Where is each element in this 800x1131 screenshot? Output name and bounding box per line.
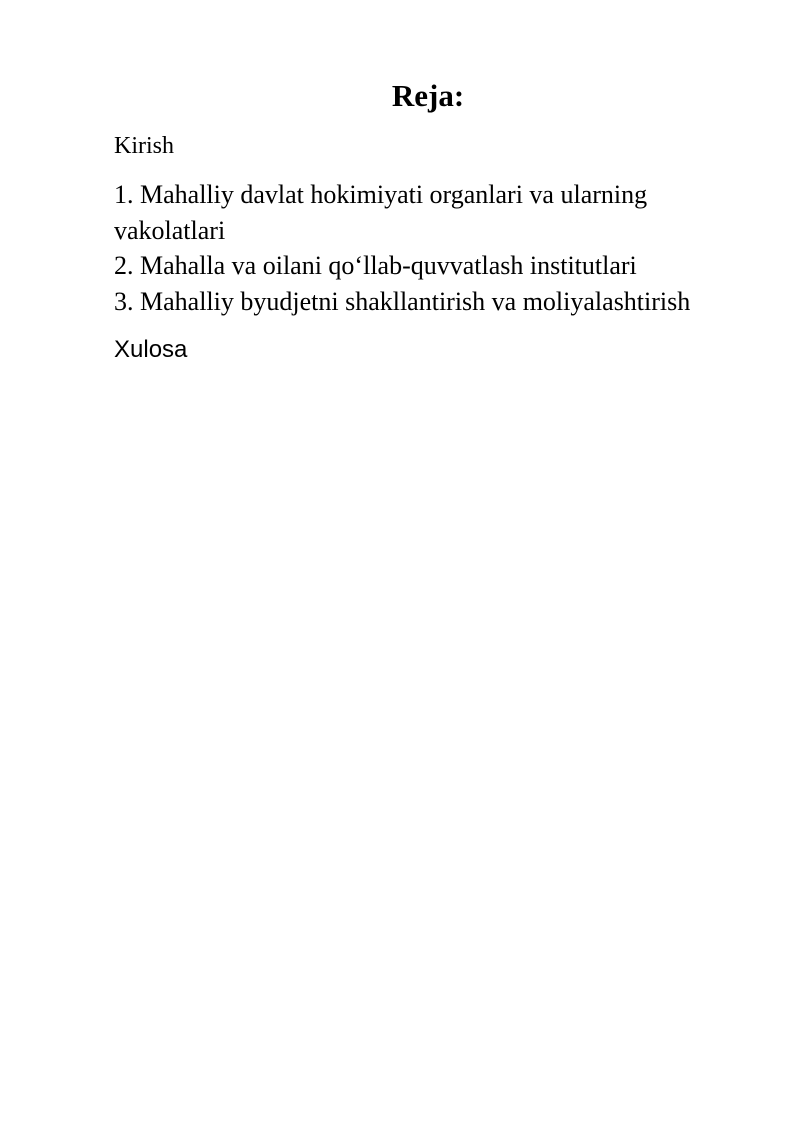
- page-title: Reja:: [391, 78, 465, 113]
- intro-heading: Kirish: [114, 133, 174, 159]
- plan-item-2: 2. Mahalla va oilani qo‘llab-quvvatlash institutlari: [114, 251, 637, 280]
- plan-list: [114, 177, 754, 319]
- plan-item-3: 3. Mahalliy byudjetni shakllantirish va moliyalashtirish: [114, 286, 691, 316]
- plan-item-1: 1. Mahalliy davlat hokimiyati organlari va ularning vakolatlari: [114, 180, 648, 245]
- conclusion-heading: Xulosa: [114, 336, 188, 363]
